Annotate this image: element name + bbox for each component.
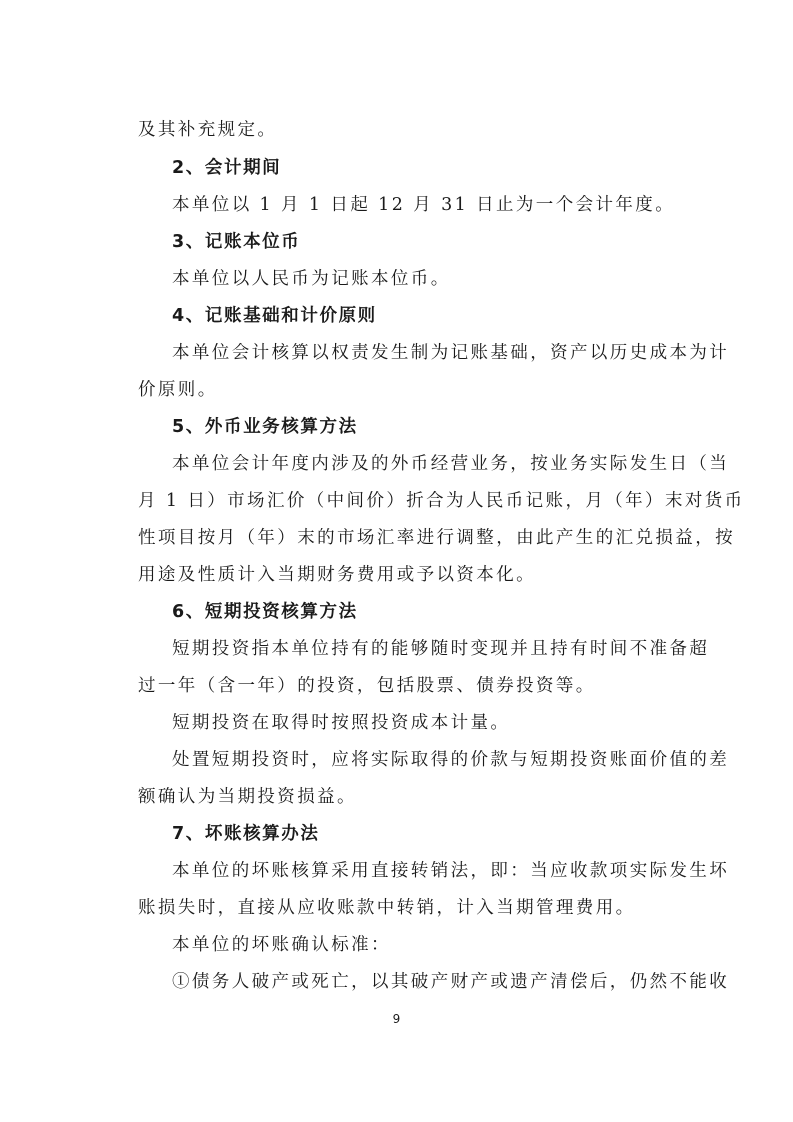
page-number: 9 xyxy=(392,1012,401,1026)
section-heading-short-term-investment: 6、短期投资核算方法 xyxy=(172,602,358,622)
paragraph-line: 处置短期投资时，应将实际取得的价款与短期投资账面价值的差 xyxy=(172,750,730,770)
paragraph-line: 本单位会计年度内涉及的外币经营业务，按业务实际发生日（当 xyxy=(172,454,730,474)
paragraph-line: 短期投资指本单位持有的能够随时变现并且持有时间不准备超 xyxy=(172,639,710,659)
paragraph-line: 性项目按月（年）末的市场汇率进行调整，由此产生的汇兑损益，按 xyxy=(138,528,735,548)
paragraph-line: 短期投资在取得时按照投资成本计量。 xyxy=(172,713,511,733)
section-heading-bad-debt: 7、坏账核算办法 xyxy=(172,824,320,844)
paragraph-line: ①债务人破产或死亡，以其破产财产或遗产清偿后，仍然不能收 xyxy=(172,972,730,992)
paragraph-line: 额确认为当期投资损益。 xyxy=(138,787,357,807)
section-heading-accounting-basis: 4、记账基础和计价原则 xyxy=(172,306,377,326)
paragraph-line: 本单位以人民币为记账本位币。 xyxy=(172,269,451,289)
section-heading-bookkeeping-currency: 3、记账本位币 xyxy=(172,232,301,252)
paragraph-line: 本单位以 1 月 1 日起 12 月 31 日止为一个会计年度。 xyxy=(172,195,676,215)
paragraph-line: 本单位的坏账核算采用直接转销法，即：当应收款项实际发生坏 xyxy=(172,861,730,881)
paragraph-line: 月 1 日）市场汇价（中间价）折合为人民币记账，月（年）末对货币 xyxy=(138,491,745,511)
paragraph-line: 本单位会计核算以权责发生制为记账基础，资产以历史成本为计 xyxy=(172,343,730,363)
paragraph-line: 用途及性质计入当期财务费用或予以资本化。 xyxy=(138,565,536,585)
paragraph-continuation: 及其补充规定。 xyxy=(138,120,278,140)
section-heading-foreign-currency: 5、外币业务核算方法 xyxy=(172,417,358,437)
paragraph-line: 价原则。 xyxy=(138,380,218,400)
paragraph-line: 账损失时，直接从应收账款中转销，计入当期管理费用。 xyxy=(138,898,636,918)
section-heading-accounting-period: 2、会计期间 xyxy=(172,158,282,178)
paragraph-line: 过一年（含一年）的投资，包括股票、债券投资等。 xyxy=(138,676,596,696)
paragraph-line: 本单位的坏账确认标准： xyxy=(172,935,391,955)
